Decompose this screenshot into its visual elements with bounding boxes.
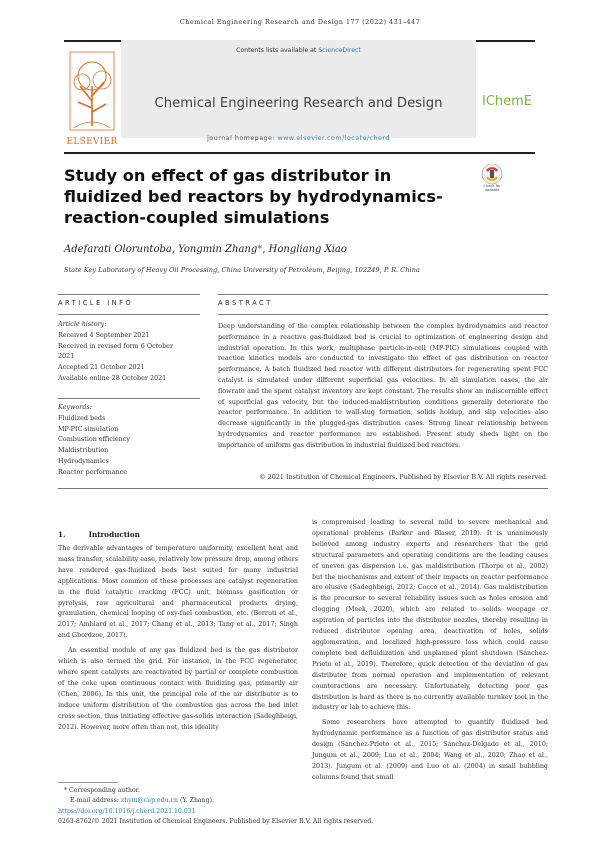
email-suffix: (Y. Zhang). bbox=[178, 796, 214, 804]
history-item: Received 4 September 2021 bbox=[58, 330, 150, 339]
journal-banner bbox=[64, 40, 535, 147]
contents-available bbox=[121, 47, 476, 54]
left-column bbox=[58, 544, 298, 733]
doi-link[interactable]: https://doi.org/10.1016/j.cherd.2021.10.031 bbox=[58, 808, 196, 815]
history-label: Article history: bbox=[58, 320, 107, 328]
section-title: Introduction bbox=[88, 530, 140, 539]
body-paragraph: is compromised leading to several mild to severe mechanical and operational problems (Parker and Blaser, 2019). It is unanimously believed among industry experts and researchers that the grid structural parameters and operating conditions are the leading causes of uneven gas dispersion i.e. gas maldistribution (Thorpe et al., 2002) but the mechanisms and extent of their impacts on reactor performance are elusive (Sadeghbeigi, 2012; Cocco et al., 2014). Gas maldistribution is the precursor to several reliability issues such as holes erosion and clogging (Meek, 2020), which are related to solids weepage or aspiration of particles into the distributor nozzles, thereby resulting in reduced distributor opening area, deactivation of holes, solids agglomeration, and localized high-pressure loss which could cause complete bed defluidization and unplanned plant shutdown (Sánchez-Prieto et al., 2019). Therefore, quick detection of the deviation of gas distributor from normal operation and implementation of relevant counteractions are necessary. Unfortunately, detecting poor gas distribution is hard as there is no currently available turnkey tool in the industry or lab to achieve this. bbox=[312, 519, 548, 712]
right-column bbox=[312, 518, 548, 784]
homepage-prefix: journal homepage: bbox=[207, 135, 278, 142]
abstract-heading: ABSTRACT bbox=[218, 299, 273, 307]
running-head: Chemical Engineering Research and Design 177 (2022) 431–447 bbox=[179, 18, 421, 26]
footnote-rule bbox=[58, 782, 118, 783]
body-paragraph: The derivable advantages of temperature uniformity, excellent heat and mass transfer, scalability ease, relatively low pressure drop, among others have rendered gas-fluidized beds best suited for many industrial applications. Most common of these processes are catalyst regeneration in the fluid catalytic cracking (FCC) unit, biomass gasification or pyrolysis, raw agricultural and pharmaceutical products drying, granulation, chemical looping of oxy-fuel combustion, etc. (Berruti et al., 2017; Amblard et al., 2017; Chang et al., 2013; Tang et al., 2017; Singh and Gbordzoe, 2017). bbox=[58, 545, 298, 640]
info-heading-rule bbox=[58, 314, 200, 315]
history-item: Accepted 21 October 2021 bbox=[58, 363, 145, 372]
keyword: Fluidized beds bbox=[58, 413, 106, 422]
footnote bbox=[64, 786, 314, 805]
abstract-copyright: © 2021 Institution of Chemical Engineers. Published by Elsevier B.V. All rights reserved. bbox=[259, 473, 548, 481]
doi-block bbox=[58, 807, 548, 826]
keyword: Reactor performance bbox=[58, 467, 128, 476]
section-heading bbox=[58, 522, 140, 541]
keyword: Combustion efficiency bbox=[58, 435, 130, 444]
banner-bottom-rule bbox=[64, 152, 535, 154]
authors-tail: , Hongliang Xiao bbox=[262, 244, 347, 255]
journal-homepage bbox=[121, 135, 476, 142]
email-prefix: E-mail address: bbox=[70, 796, 121, 804]
banner-background bbox=[121, 40, 476, 138]
check-updates-label: Check for updates bbox=[483, 184, 501, 192]
body-paragraph: An essential module of any gas fluidized bed is the gas distributor which is also termed the grid. For instance, in the FCC regenerator, where spent catalysts are reactivated by partial or complete combustion of the coke upon continuous contact with fluidizing gas, primarily air (Chen, 2006). In this unit, the principal role of the air distributor is to induce uniform distribution of the combustion gas across the bed inlet cross section, thus initiating effective gas-solids interaction (Sadeghbeigi, 2012). However, more often than not, this ideality bbox=[58, 647, 298, 731]
article-title: Study on effect of gas distributor in fluidized bed reactors by hydrodynamics-reaction-coupled simulations bbox=[64, 166, 443, 227]
icheme-logo bbox=[482, 88, 537, 112]
email-link[interactable]: zhym@cup.edu.cn bbox=[120, 796, 179, 804]
history-item: 2021 bbox=[58, 352, 75, 361]
elsevier-tree-logo bbox=[64, 46, 120, 136]
corresponding-author-label: * Corresponding author. bbox=[64, 787, 140, 794]
keyword: Hydrodynamics bbox=[58, 456, 109, 465]
abstract-top-rule bbox=[218, 294, 548, 295]
history-item: Received in revised form 6 October bbox=[58, 341, 173, 350]
info-top-rule bbox=[58, 294, 200, 295]
elsevier-wordmark: ELSEVIER bbox=[66, 137, 118, 147]
keywords-label: Keywords: bbox=[58, 403, 92, 411]
homepage-link[interactable]: www.elsevier.com/locate/cherd bbox=[277, 135, 390, 142]
section-number: 1. bbox=[58, 530, 66, 539]
issn-copyright: 0263-8762/© 2021 Institution of Chemical Engineers. Published by Elsevier B.V. All rights reserved. bbox=[58, 817, 374, 825]
body-paragraph: Some researchers have attempted to quantify fluidized bed hydrodynamic performance as a function of gas distributor status and design (Sánchez-Prieto et al., 2015; Sánchez-Delgado et al., 2010; Jungum et al., 2009; Luo et al., 2004; Wang et al., 2020; Zhao et al., 2013). Jungum et al. (2009) and Luo et al. (2004) in small bubbling columns found that small bbox=[312, 719, 548, 781]
keywords-block bbox=[58, 402, 200, 478]
keywords-rule bbox=[58, 398, 200, 399]
check-for-updates-badge[interactable] bbox=[478, 163, 506, 193]
sciencedirect-link[interactable]: ScienceDirect bbox=[318, 47, 361, 54]
abstract-heading-rule bbox=[218, 314, 548, 315]
author-list bbox=[64, 244, 347, 255]
journal-title: Chemical Engineering Research and Design bbox=[154, 96, 443, 111]
email-line bbox=[64, 796, 314, 806]
article-history bbox=[58, 319, 200, 384]
authors-main: Adefarati Oloruntoba, Yongmin Zhang bbox=[64, 244, 258, 255]
icheme-logo-text: IChemE bbox=[482, 94, 533, 109]
abstract-bottom-rule bbox=[58, 488, 548, 489]
keyword: MP-PIC simulation bbox=[58, 424, 119, 433]
article-info-heading: ARTICLE INFO bbox=[58, 299, 134, 307]
affiliation: State Key Laboratory of Heavy Oil Processing, China University of Petroleum, Beijing, 102249, P. R. China bbox=[64, 266, 420, 274]
corresponding-author-mark[interactable]: * bbox=[257, 244, 263, 255]
abstract-body: Deep understanding of the complex relationship between the complex hydrodynamics and reactor performance in a reactive gas-fluidized bed is crucial to optimization of engineering design and industrial operation. In this work, multiphase particle-in-cell (MP-PIC) simulations coupled with reaction kinetics models are conducted to investigate the effect of gas distribution on reactor performance. A batch fluidized bed reactor with different distributors for regenerating spent FCC catalyst is simulated under different superficial gas velocities. In all simulation cases, the air flowrate and the spent catalyst inventory are kept constant. The results show an indiscernible effect of superficial gas velocity, but the induced-maldistribution conditions generally deteriorate the reactor performance. In addition to wall-slug formation, solids holdup, and slip velocities also decrease significantly in the plugged-gas distribution cases. Strong linear relationship between hydrodynamics and reactor performance are established. Present study sheds light on the importance of uniform gas distribution in industrial fluidized bed reactors. bbox=[218, 322, 548, 449]
history-item: Available online 28 October 2021 bbox=[58, 373, 167, 382]
keyword: Maldistribution bbox=[58, 446, 109, 455]
contents-prefix: Contents lists available at bbox=[236, 47, 319, 54]
